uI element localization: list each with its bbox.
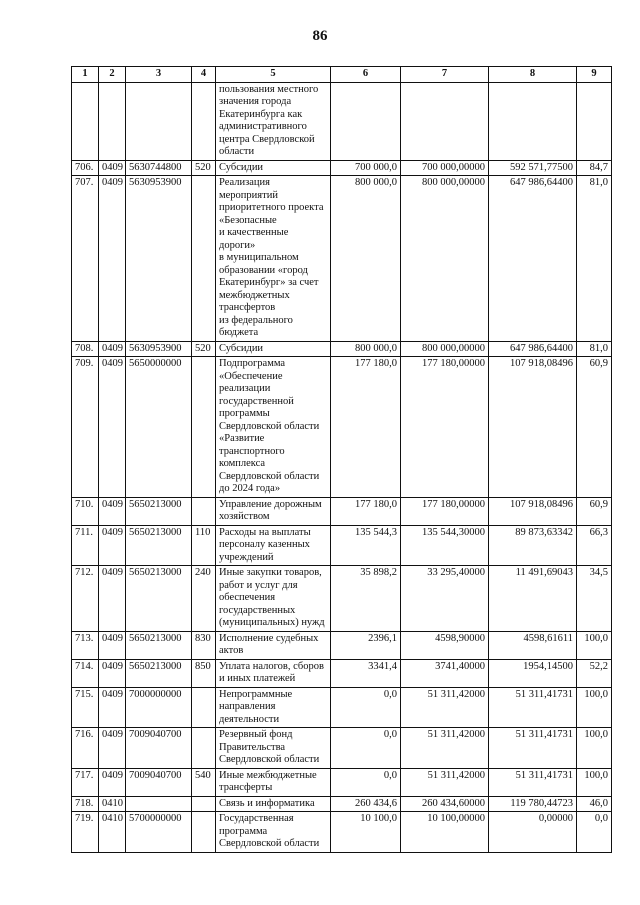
- revised-amount: 3741,40000: [401, 659, 489, 687]
- target-code: 7009040700: [126, 728, 192, 769]
- execution-percent: 100,0: [577, 768, 612, 796]
- expense-type: 540: [192, 768, 216, 796]
- column-header: 6: [331, 67, 401, 83]
- section-code: 0409: [99, 525, 126, 566]
- table-row: [72, 525, 612, 566]
- section-code: 0409: [99, 728, 126, 769]
- plan-amount: 135 544,3: [331, 525, 401, 566]
- table-row: [72, 768, 612, 796]
- execution-percent: 81,0: [577, 341, 612, 357]
- execution-percent: 100,0: [577, 631, 612, 659]
- expense-type: [192, 357, 216, 498]
- plan-amount: 260 434,6: [331, 796, 401, 812]
- item-name: Управление дорожным хозяйством: [216, 497, 331, 525]
- section-code: [99, 82, 126, 160]
- executed-amount: 647 986,64400: [489, 176, 577, 342]
- column-header: 7: [401, 67, 489, 83]
- execution-percent: [577, 82, 612, 160]
- executed-amount: 592 571,77500: [489, 160, 577, 176]
- revised-amount: 33 295,40000: [401, 566, 489, 632]
- item-name: Иные межбюджетные трансферты: [216, 768, 331, 796]
- item-name: Непрограммные направления деятельности: [216, 687, 331, 728]
- expense-type: [192, 796, 216, 812]
- expense-type: 520: [192, 341, 216, 357]
- table-row: [72, 341, 612, 357]
- plan-amount: 177 180,0: [331, 357, 401, 498]
- table-row: [72, 82, 612, 160]
- expense-type: [192, 687, 216, 728]
- row-number: 717.: [72, 768, 99, 796]
- target-code: 5630744800: [126, 160, 192, 176]
- row-number: 709.: [72, 357, 99, 498]
- executed-amount: 0,00000: [489, 812, 577, 853]
- revised-amount: 4598,90000: [401, 631, 489, 659]
- table-row: [72, 631, 612, 659]
- execution-percent: 100,0: [577, 687, 612, 728]
- row-number: 712.: [72, 566, 99, 632]
- item-name: Государственная программа Свердловской области: [216, 812, 331, 853]
- revised-amount: 177 180,00000: [401, 357, 489, 498]
- column-header: 3: [126, 67, 192, 83]
- column-header: 1: [72, 67, 99, 83]
- target-code: 5630953900: [126, 341, 192, 357]
- table-row: [72, 566, 612, 632]
- section-code: 0410: [99, 812, 126, 853]
- executed-amount: 107 918,08496: [489, 497, 577, 525]
- item-name: Субсидии: [216, 160, 331, 176]
- executed-amount: 51 311,41731: [489, 687, 577, 728]
- table-row: [72, 728, 612, 769]
- expense-type: [192, 497, 216, 525]
- plan-amount: 700 000,0: [331, 160, 401, 176]
- execution-percent: 46,0: [577, 796, 612, 812]
- row-number: [72, 82, 99, 160]
- section-code: 0409: [99, 659, 126, 687]
- expense-type: [192, 812, 216, 853]
- revised-amount: 51 311,42000: [401, 768, 489, 796]
- target-code: 5650000000: [126, 357, 192, 498]
- expense-type: 240: [192, 566, 216, 632]
- row-number: 715.: [72, 687, 99, 728]
- expense-type: [192, 176, 216, 342]
- budget-table: [71, 66, 612, 853]
- plan-amount: [331, 82, 401, 160]
- revised-amount: 135 544,30000: [401, 525, 489, 566]
- plan-amount: 0,0: [331, 768, 401, 796]
- item-name: Расходы на выплаты персоналу казенных учреждений: [216, 525, 331, 566]
- expense-type: 830: [192, 631, 216, 659]
- expense-type: 520: [192, 160, 216, 176]
- execution-percent: 66,3: [577, 525, 612, 566]
- target-code: [126, 796, 192, 812]
- executed-amount: 647 986,64400: [489, 341, 577, 357]
- row-number: 710.: [72, 497, 99, 525]
- section-code: 0409: [99, 176, 126, 342]
- expense-type: [192, 82, 216, 160]
- section-code: 0409: [99, 160, 126, 176]
- section-code: 0410: [99, 796, 126, 812]
- row-number: 716.: [72, 728, 99, 769]
- execution-percent: 0,0: [577, 812, 612, 853]
- target-code: 5650213000: [126, 497, 192, 525]
- column-header: 9: [577, 67, 612, 83]
- target-code: [126, 82, 192, 160]
- plan-amount: 35 898,2: [331, 566, 401, 632]
- plan-amount: 0,0: [331, 728, 401, 769]
- executed-amount: 89 873,63342: [489, 525, 577, 566]
- table-row: [72, 687, 612, 728]
- row-number: 708.: [72, 341, 99, 357]
- expense-type: 110: [192, 525, 216, 566]
- revised-amount: 800 000,00000: [401, 176, 489, 342]
- executed-amount: 107 918,08496: [489, 357, 577, 498]
- target-code: 5650213000: [126, 525, 192, 566]
- executed-amount: 51 311,41731: [489, 728, 577, 769]
- plan-amount: 800 000,0: [331, 176, 401, 342]
- row-number: 718.: [72, 796, 99, 812]
- execution-percent: 60,9: [577, 497, 612, 525]
- revised-amount: [401, 82, 489, 160]
- page-number: 86: [312, 28, 328, 44]
- row-number: 706.: [72, 160, 99, 176]
- item-name: Субсидии: [216, 341, 331, 357]
- execution-percent: 60,9: [577, 357, 612, 498]
- revised-amount: 800 000,00000: [401, 341, 489, 357]
- row-number: 711.: [72, 525, 99, 566]
- executed-amount: 119 780,44723: [489, 796, 577, 812]
- column-header: 8: [489, 67, 577, 83]
- column-header: 4: [192, 67, 216, 83]
- row-number: 707.: [72, 176, 99, 342]
- revised-amount: 51 311,42000: [401, 687, 489, 728]
- execution-percent: 100,0: [577, 728, 612, 769]
- target-code: 5650213000: [126, 631, 192, 659]
- column-header: 2: [99, 67, 126, 83]
- target-code: 5650213000: [126, 566, 192, 632]
- table-row: [72, 357, 612, 498]
- section-code: 0409: [99, 687, 126, 728]
- item-name: Исполнение судебных актов: [216, 631, 331, 659]
- section-code: 0409: [99, 357, 126, 498]
- table-row: [72, 497, 612, 525]
- execution-percent: 34,5: [577, 566, 612, 632]
- item-name: Связь и информатика: [216, 796, 331, 812]
- revised-amount: 260 434,60000: [401, 796, 489, 812]
- revised-amount: 700 000,00000: [401, 160, 489, 176]
- plan-amount: 177 180,0: [331, 497, 401, 525]
- table-row: [72, 160, 612, 176]
- table-row: [72, 796, 612, 812]
- section-code: 0409: [99, 497, 126, 525]
- section-code: 0409: [99, 341, 126, 357]
- revised-amount: 51 311,42000: [401, 728, 489, 769]
- table-row: [72, 659, 612, 687]
- plan-amount: 10 100,0: [331, 812, 401, 853]
- target-code: 7000000000: [126, 687, 192, 728]
- target-code: 5700000000: [126, 812, 192, 853]
- executed-amount: 1954,14500: [489, 659, 577, 687]
- item-name: Резервный фонд Правительства Свердловской области: [216, 728, 331, 769]
- header-row: [72, 67, 612, 83]
- expense-type: [192, 728, 216, 769]
- revised-amount: 177 180,00000: [401, 497, 489, 525]
- execution-percent: 81,0: [577, 176, 612, 342]
- target-code: 5650213000: [126, 659, 192, 687]
- section-code: 0409: [99, 566, 126, 632]
- plan-amount: 3341,4: [331, 659, 401, 687]
- executed-amount: 11 491,69043: [489, 566, 577, 632]
- item-name: Уплата налогов, сборов и иных платежей: [216, 659, 331, 687]
- column-header: 5: [216, 67, 331, 83]
- section-code: 0409: [99, 768, 126, 796]
- plan-amount: 800 000,0: [331, 341, 401, 357]
- table-row: [72, 812, 612, 853]
- executed-amount: [489, 82, 577, 160]
- row-number: 713.: [72, 631, 99, 659]
- plan-amount: 2396,1: [331, 631, 401, 659]
- target-code: 7009040700: [126, 768, 192, 796]
- expense-type: 850: [192, 659, 216, 687]
- row-number: 719.: [72, 812, 99, 853]
- item-name: Иные закупки товаров, работ и услуг для обеспечения государственных (муниципальных) нужд: [216, 566, 331, 632]
- execution-percent: 52,2: [577, 659, 612, 687]
- plan-amount: 0,0: [331, 687, 401, 728]
- table-row: [72, 176, 612, 342]
- item-name: пользования местного значения города Екатеринбурга как административного центра Свердловской области: [216, 82, 331, 160]
- item-name: Подпрограмма «Обеспечение реализации государственной программы Свердловской области «Развитие транспортного комплекса Свердловской области до 2024 года»: [216, 357, 331, 498]
- execution-percent: 84,7: [577, 160, 612, 176]
- row-number: 714.: [72, 659, 99, 687]
- revised-amount: 10 100,00000: [401, 812, 489, 853]
- section-code: 0409: [99, 631, 126, 659]
- executed-amount: 51 311,41731: [489, 768, 577, 796]
- executed-amount: 4598,61611: [489, 631, 577, 659]
- item-name: Реализация мероприятий приоритетного проекта «Безопасные и качественные дороги» в муниципальном образовании «город Екатеринбург» за счет межбюджетных трансфертов из федерального бюджета: [216, 176, 331, 342]
- target-code: 5630953900: [126, 176, 192, 342]
